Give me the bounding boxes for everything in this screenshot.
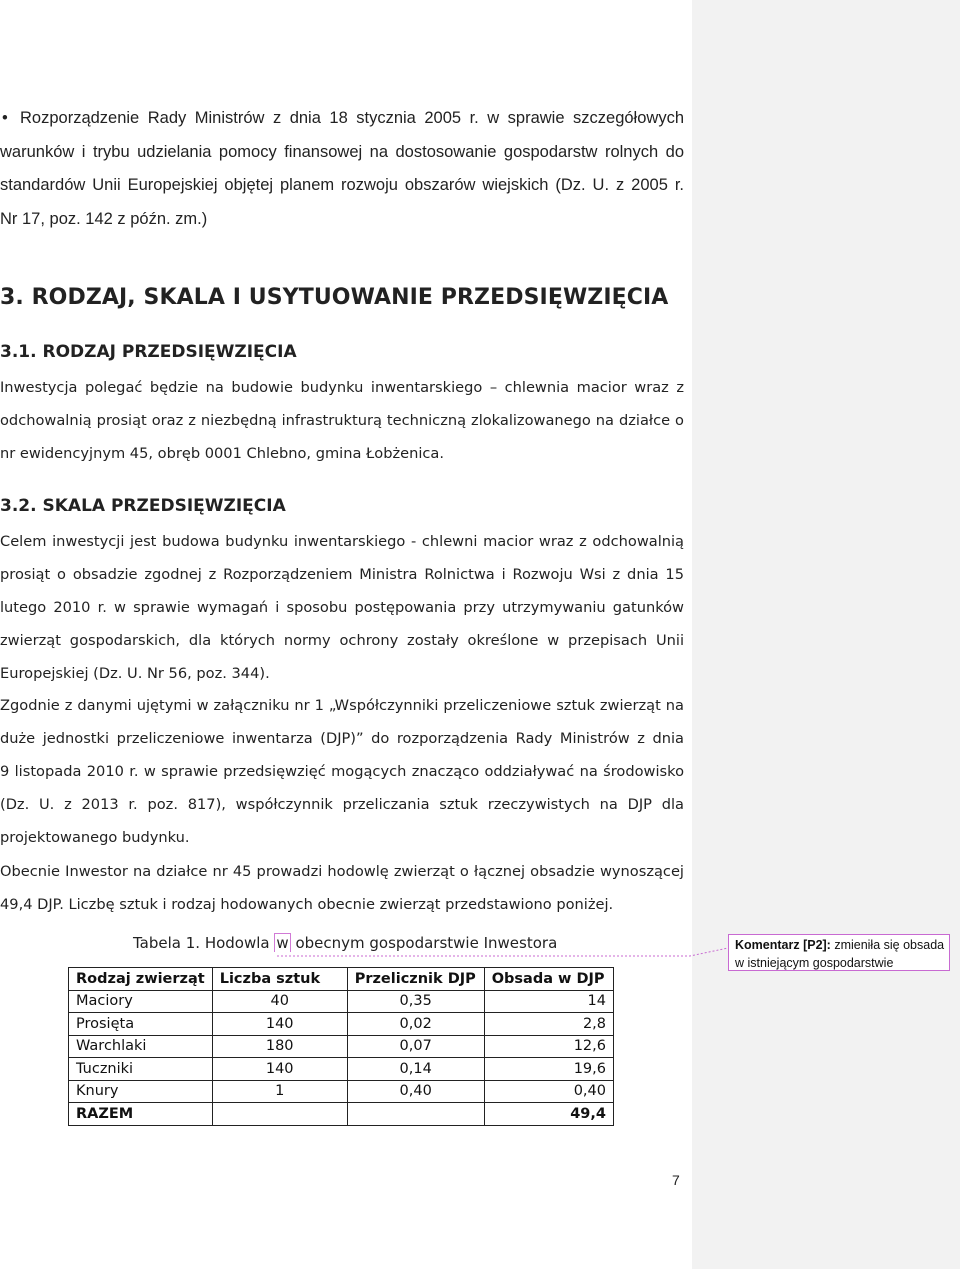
table-cell: Warchlaki [69, 1035, 213, 1058]
paragraph-line: 9 listopada 2010 r. w sprawie przedsięwzięć mogących znacząco oddziaływać na środowisko [0, 763, 684, 780]
section-heading: 3. RODZAJ, SKALA I USYTUOWANIE PRZEDSIĘWZIĘCIA [0, 285, 669, 310]
paragraph-skala-2 [0, 689, 684, 854]
paragraph-line: odchowalnią prosiąt oraz z niezbędną infrastrukturą techniczną zlokalizowanego na działce o [0, 412, 684, 429]
table-cell: 14 [484, 990, 613, 1013]
paragraph-line: (Dz. U. z 2013 r. poz. 817), współczynnik przeliczania sztuk rzeczywistych na DJP dla [0, 796, 684, 813]
paragraph-line: lutego 2010 r. w sprawie wymagań i sposobu postępowania przy utrzymywaniu gatunków [0, 599, 684, 616]
comment-balloon[interactable] [728, 934, 950, 971]
paragraph-line: Europejskiej (Dz. U. Nr 56, poz. 344). [0, 665, 270, 682]
paragraph-skala-3 [0, 855, 684, 921]
table-cell: 1 [212, 1080, 347, 1103]
paragraph-line: Inwestycja polegać będzie na budowie budynku inwentarskiego – chlewnia macior wraz z [0, 379, 684, 396]
livestock-table [68, 967, 614, 1126]
table-cell: 0,14 [347, 1058, 484, 1081]
table-cell: 40 [212, 990, 347, 1013]
table-row [69, 1013, 614, 1036]
caption-comment-anchor[interactable]: w [276, 934, 289, 952]
subsection-heading-3-1: 3.1. RODZAJ PRZEDSIĘWZIĘCIA [0, 342, 297, 362]
caption-text: obecnym gospodarstwie Inwestora [290, 934, 558, 952]
subsection-heading-3-2: 3.2. SKALA PRZEDSIĘWZIĘCIA [0, 496, 286, 516]
table-cell: Prosięta [69, 1013, 213, 1036]
bullet-line: warunków i trybu udzielania pomocy finansowej na dostosowanie gospodarstw rolnych do [0, 142, 684, 161]
table-cell: 2,8 [484, 1013, 613, 1036]
table-cell: 140 [212, 1013, 347, 1036]
table-cell: 140 [212, 1058, 347, 1081]
paragraph-line: nr ewidencyjnym 45, obręb 0001 Chlebno, gmina Łobżenica. [0, 445, 445, 462]
table-row [69, 1058, 614, 1081]
bullet-dot: • [2, 109, 8, 127]
table-cell: 19,6 [484, 1058, 613, 1081]
table-row [69, 1035, 614, 1058]
table-row [69, 1080, 614, 1103]
paragraph-line: Celem inwestycji jest budowa budynku inwentarskiego - chlewni macior wraz z odchowalnią [0, 533, 684, 550]
paragraph-skala-1 [0, 525, 684, 690]
paragraph-line: zwierząt gospodarskich, dla których normy ochrony zostały określone w przepisach Unii [0, 632, 684, 649]
column-header: Obsada w DJP [484, 968, 613, 991]
comment-label: Komentarz [P2]: [735, 938, 831, 952]
table-cell: 0,40 [347, 1080, 484, 1103]
table-cell: 12,6 [484, 1035, 613, 1058]
table-cell: Knury [69, 1080, 213, 1103]
table-cell: 0,02 [347, 1013, 484, 1036]
table-cell [212, 1103, 347, 1126]
table-cell: 180 [212, 1035, 347, 1058]
comments-margin-pane [692, 0, 960, 1269]
table-cell: 0,07 [347, 1035, 484, 1058]
table-cell [347, 1103, 484, 1126]
caption-text: Tabela 1. Hodowla [133, 934, 275, 952]
paragraph-rodzaj [0, 371, 684, 470]
table-caption [133, 934, 557, 952]
bullet-line: Nr 17, poz. 142 z późn. zm.) [0, 209, 208, 228]
table-cell: Tuczniki [69, 1058, 213, 1081]
bullet-line: Rozporządzenie Rady Ministrów z dnia 18 stycznia 2005 r. w sprawie szczegółowych [20, 109, 684, 127]
bullet-item [0, 102, 684, 236]
table-cell: 0,40 [484, 1080, 613, 1103]
table-row [69, 990, 614, 1013]
paragraph-line: duże jednostki przeliczeniowe inwentarza (DJP)” do rozporządzenia Rady Ministrów z dnia [0, 730, 684, 747]
paragraph-line: Zgodnie z danymi ujętymi w załączniku nr 1 „Współczynniki przeliczeniowe sztuk zwierząt na [0, 697, 684, 714]
paragraph-line: projektowanego budynku. [0, 829, 190, 846]
bullet-line: standardów Unii Europejskiej objętej planem rozwoju obszarów wiejskich (Dz. U. z 2005 r. [0, 176, 684, 194]
paragraph-line: prosiąt o obsadzie zgodnej z Rozporządzeniem Ministra Rolnictwa i Rozwoju Wsi z dnia 15 [0, 566, 684, 583]
table-cell: RAZEM [69, 1103, 213, 1126]
page-number: 7 [672, 1172, 680, 1188]
column-header: Rodzaj zwierząt [69, 968, 213, 991]
table-cell: 49,4 [484, 1103, 613, 1126]
paragraph-line: Obecnie Inwestor na działce nr 45 prowadzi hodowlę zwierząt o łącznej obsadzie wynoszącej [0, 863, 684, 880]
table-cell: 0,35 [347, 990, 484, 1013]
column-header: Przelicznik DJP [347, 968, 484, 991]
comment-text: zmieniła się obsada w istniejącym gospodarstwie [735, 938, 945, 970]
column-header: Liczba sztuk [212, 968, 347, 991]
table-header-row [69, 968, 614, 991]
table-total-row [69, 1103, 614, 1126]
table-cell: Maciory [69, 990, 213, 1013]
paragraph-line: 49,4 DJP. Liczbę sztuk i rodzaj hodowanych obecnie zwierząt przedstawiono poniżej. [0, 896, 614, 913]
